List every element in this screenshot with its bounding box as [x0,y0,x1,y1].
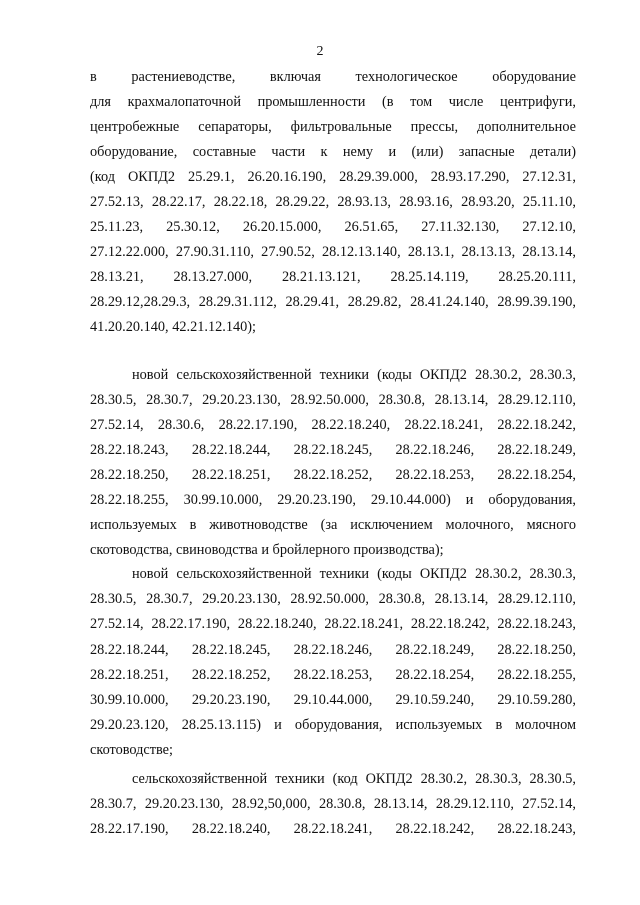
text-line: 28.22.18.243, 28.22.18.244, 28.22.18.245, 28.22.18.246, 28.22.18.249, [90,442,576,458]
page-number: 2 [316,44,324,59]
text-line: используемых в животноводстве (за исключением молочного, мясного [90,517,576,533]
text-line: 27.52.13, 28.22.17, 28.22.18, 28.29.22, 28.93.13, 28.93.16, 28.93.20, 25.11.10, [90,194,576,210]
text-line: новой сельскохозяйственной техники (коды ОКПД2 28.30.2, 28.30.3, [132,566,576,582]
text-line: 27.52.14, 28.22.17.190, 28.22.18.240, 28.22.18.241, 28.22.18.242, 28.22.18.243, [90,616,576,632]
text-line: 27.52.14, 28.30.6, 28.22.17.190, 28.22.18.240, 28.22.18.241, 28.22.18.242, [90,417,576,433]
text-line: 28.30.5, 28.30.7, 29.20.23.130, 28.92.50.000, 28.30.8, 28.13.14, 28.29.12.110, [90,591,576,607]
text-line: в растениеводстве, включая технологическое оборудование [90,69,576,85]
text-line: 28.30.5, 28.30.7, 29.20.23.130, 28.92.50.000, 28.30.8, 28.13.14, 28.29.12.110, [90,392,576,408]
text-line: 28.22.18.244, 28.22.18.245, 28.22.18.246, 28.22.18.249, 28.22.18.250, [90,642,576,658]
text-line: 28.30.7, 29.20.23.130, 28.92,50,000, 28.30.8, 28.13.14, 28.29.12.110, 27.52.14, [90,796,576,812]
text-line: 28.29.12,28.29.3, 28.29.31.112, 28.29.41, 28.29.82, 28.41.24.140, 28.99.39.190, [90,294,576,310]
text-line: 28.22.18.251, 28.22.18.252, 28.22.18.253, 28.22.18.254, 28.22.18.255, [90,667,576,683]
text-line: (код ОКПД2 25.29.1, 26.20.16.190, 28.29.39.000, 28.93.17.290, 27.12.31, [90,169,576,185]
text-line: 28.13.21, 28.13.27.000, 28.21.13.121, 28.25.14.119, 28.25.20.111, [90,269,576,285]
text-line: оборудование, составные части к нему и (или) запасные детали) [90,144,576,160]
text-line: 41.20.20.140, 42.21.12.140); [90,319,256,335]
text-line: для крахмалопаточной промышленности (в том числе центрифуги, [90,94,576,110]
text-line: 30.99.10.000, 29.20.23.190, 29.10.44.000, 29.10.59.240, 29.10.59.280, [90,692,576,708]
text-line: скотоводства, свиноводства и бройлерного производства); [90,542,444,558]
text-line: скотоводстве; [90,742,173,758]
text-line: 28.22.18.250, 28.22.18.251, 28.22.18.252, 28.22.18.253, 28.22.18.254, [90,467,576,483]
text-line: сельскохозяйственной техники (код ОКПД2 28.30.2, 28.30.3, 28.30.5, [132,771,576,787]
text-line: 29.20.23.120, 28.25.13.115) и оборудования, используемых в молочном [90,717,576,733]
text-line: 28.22.18.255, 30.99.10.000, 29.20.23.190, 29.10.44.000) и оборудования, [90,492,576,508]
text-line: 28.22.17.190, 28.22.18.240, 28.22.18.241, 28.22.18.242, 28.22.18.243, [90,821,576,837]
text-line: центробежные сепараторы, фильтровальные прессы, дополнительное [90,119,576,135]
text-line: новой сельскохозяйственной техники (коды ОКПД2 28.30.2, 28.30.3, [132,367,576,383]
text-line: 25.11.23, 25.30.12, 26.20.15.000, 26.51.65, 27.11.32.130, 27.12.10, [90,219,576,235]
text-line: 27.12.22.000, 27.90.31.110, 27.90.52, 28.12.13.140, 28.13.1, 28.13.13, 28.13.14, [90,244,576,260]
